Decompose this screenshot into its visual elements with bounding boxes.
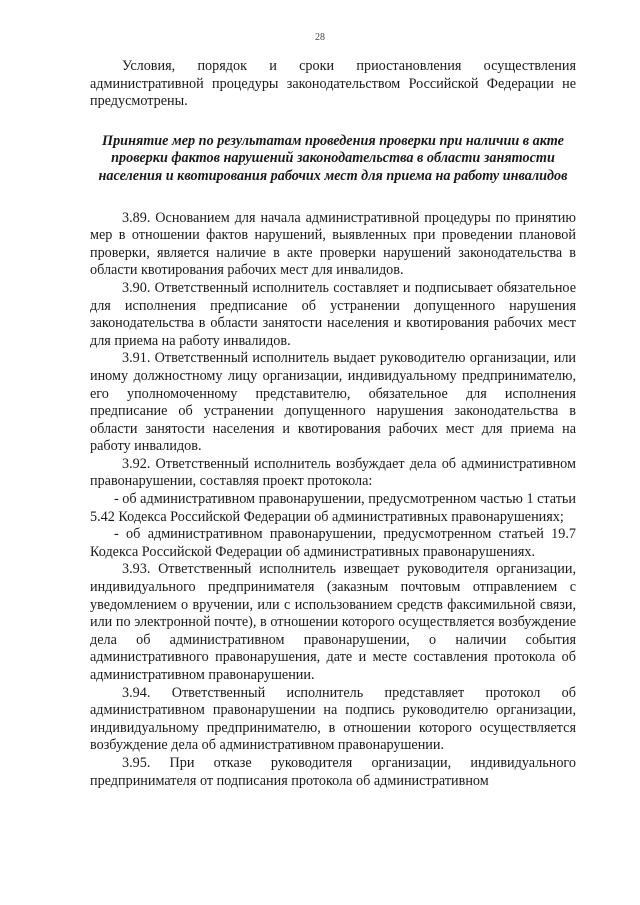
clause-3-92-subitem-2: - об административном правонарушении, предусмотренном статьей 19.7 Кодекса Российской Федерации об административных правонарушениях. (90, 526, 576, 560)
document-body (90, 58, 576, 790)
section-heading: Принятие мер по результатам проведения проверки при наличии в акте проверки фактов нарушений законодательства в области занятости населения и квотирования рабочих мест для приема на работу инвалидов (98, 132, 568, 184)
clause-3-93: 3.93. Ответственный исполнитель извещает руководителя организации, индивидуального предпринимателя (заказным почтовым отправлением с уведомлением о вручении, или с использованием средств факсимильной связи, или по электронной почте), в отношении которого осуществляется возбуждение дела об административном правонарушении, о наличии события административного правонарушения, дате и месте составления протокола об административном правонарушении. (90, 561, 576, 683)
clause-3-89: 3.89. Основанием для начала административной процедуры по принятию мер в отношении фактов нарушений, выявленных при проведении плановой проверки, является наличие в акте проверки нарушений законодательства в области квотирования рабочих мест для инвалидов. (90, 209, 576, 279)
clause-3-92: 3.92. Ответственный исполнитель возбуждает дела об административном правонарушении, составляя проект протокола: (90, 455, 576, 490)
clause-3-91: 3.91. Ответственный исполнитель выдает руководителю организации, или иному должностному лицу организации, индивидуальному предпринимателю, его уполномоченному представителю, обязательное для исполнения предписание об устранении допущенного нарушения законодательства в области занятости населения и квотирования рабочих мест для приема на работу инвалидов. (90, 350, 576, 455)
clause-3-92-subitem-1: - об административном правонарушении, предусмотренном частью 1 статьи 5.42 Кодекса Российской Федерации об административных правонарушениях; (90, 491, 576, 525)
intro-paragraph: Условия, порядок и сроки приостановления осуществления административной процедуры законодательством Российской Федерации не предусмотрены. (90, 58, 576, 110)
clause-3-95: 3.95. При отказе руководителя организации, индивидуального предпринимателя от подписания протокола об административном (90, 754, 576, 789)
clause-3-90: 3.90. Ответственный исполнитель составляет и подписывает обязательное для исполнения предписание об устранении допущенного нарушения законодательства в области занятости населения и квотирования рабочих мест для приема на работу инвалидов. (90, 279, 576, 349)
clause-3-94: 3.94. Ответственный исполнитель представляет протокол об административном правонарушении на подпись руководителю организации, индивидуальному предпринимателю, в отношении которого осуществляется возбуждение дела об административном правонарушении. (90, 684, 576, 754)
page-number: 28 (315, 32, 325, 43)
